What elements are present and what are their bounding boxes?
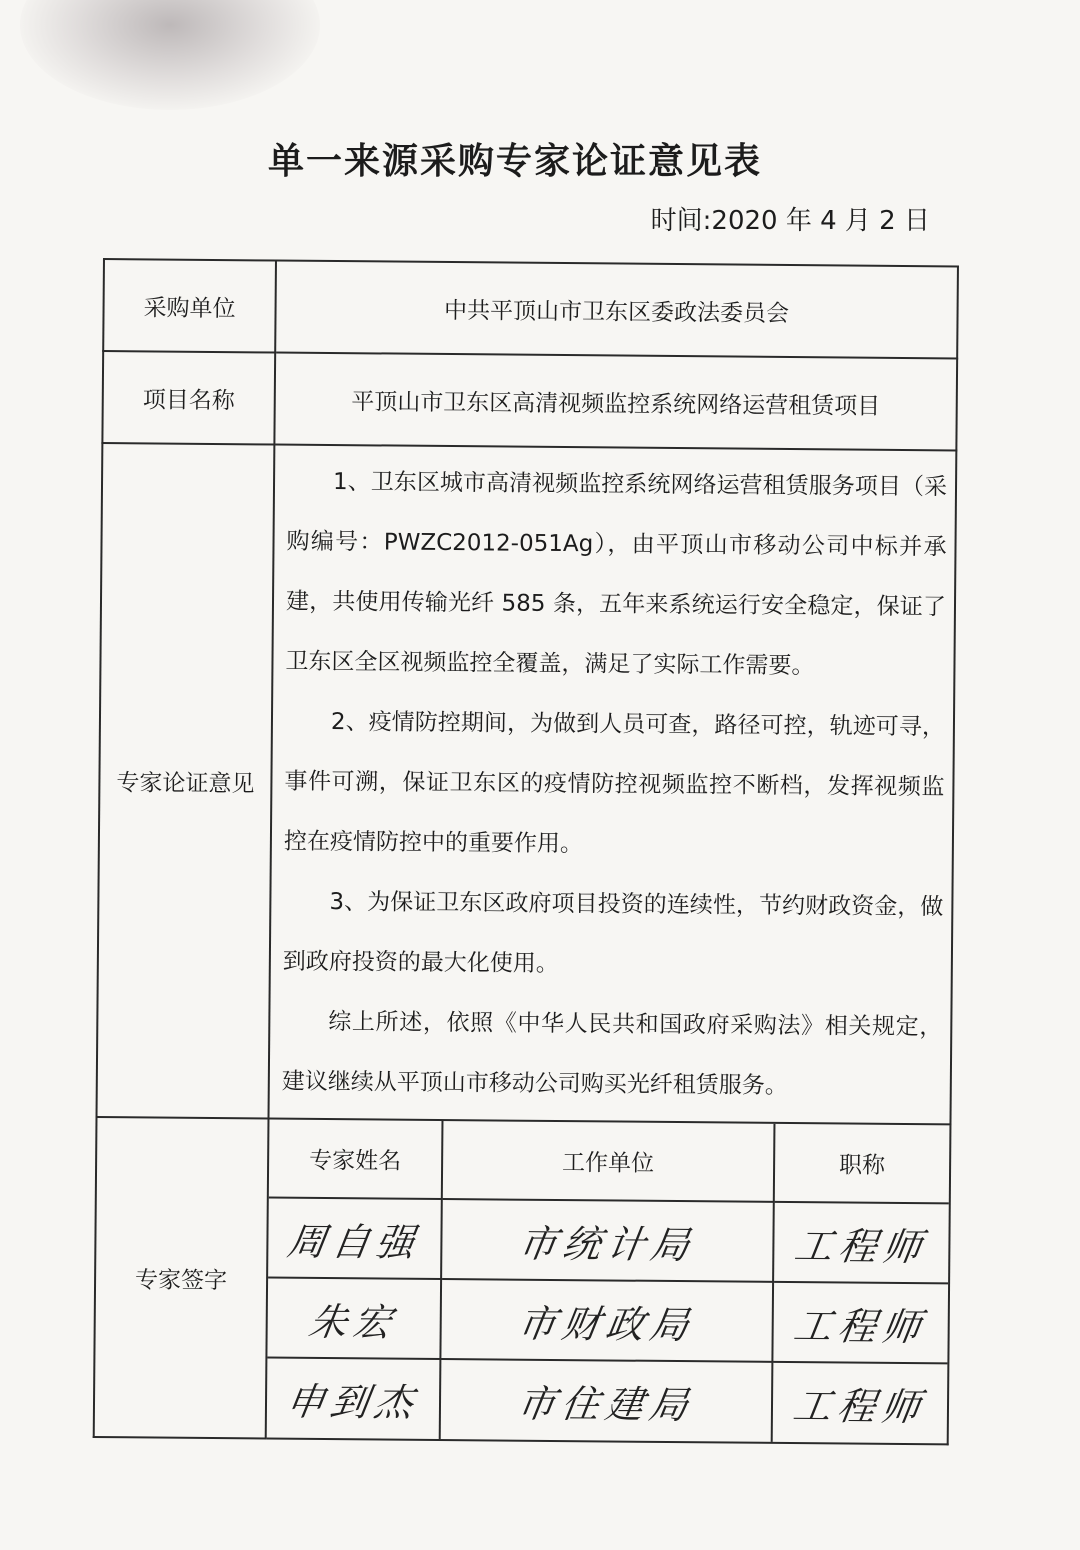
handwritten-title: 工程师 (790, 1303, 930, 1349)
document-title: 单一来源采购专家论证意见表 (267, 141, 762, 182)
opinion-paragraph: 综上所述，依照《中华人民共和国政府采购法》相关规定，建议继续从平顶山市移动公司购买光纤租赁服务。 (281, 1008, 943, 1100)
expert-signature (268, 1197, 442, 1279)
handwritten-unit: 市住建局 (514, 1381, 697, 1428)
opinion-form-table (93, 258, 959, 1445)
opinion-paragraph: 3、为保证卫东区政府项目投资的连续性，节约财政资金，做到政府投资的最大化使用。 (282, 889, 944, 978)
header-expert-name: 专家姓名 (269, 1119, 443, 1199)
document-date: 时间:2020 年 4 月 2 日 (650, 206, 930, 236)
project-label: 项目名称 (102, 351, 275, 444)
project-value: 平顶山市卫东区高清视频监控系统网络运营租赁项目 (274, 353, 957, 451)
purchaser-value: 中共平顶山市卫东区委政法委员会 (275, 261, 958, 359)
expert-table-header (269, 1119, 950, 1203)
purchaser-label: 采购单位 (103, 259, 276, 352)
expert-row (267, 1357, 948, 1443)
handwritten-unit: 市财政局 (514, 1301, 698, 1347)
photo-shadow (20, 0, 320, 110)
header-work-unit: 工作单位 (442, 1121, 775, 1202)
handwritten-title: 工程师 (790, 1384, 929, 1430)
opinion-content (268, 445, 956, 1125)
opinion-label: 专家论证意见 (97, 443, 275, 1118)
signature-cell (266, 1118, 951, 1444)
handwritten-title: 工程师 (791, 1223, 931, 1269)
expert-signature (267, 1357, 441, 1439)
opinion-paragraph: 1、卫东区城市高清视频监控系统网络运营租赁服务项目（采购编号：PWZC2012-051Ag），由平顶山市移动公司中标并承建，共使用传输光纤 585 条，五年来系统运行安全稳定，保证了卫东区全区视频监控全覆盖，满足了实际工作需要。 (285, 469, 948, 680)
project-row (102, 351, 957, 450)
opinion-paragraph: 2、疫情防控期间，为做到人员可查，路径可控，轨迹可寻，事件可溯，保证卫东区的疫情防控视频监控不断档，发挥视频监控在疫情防控中的重要作用。 (283, 709, 946, 858)
expert-title (772, 1282, 948, 1364)
expert-title (773, 1202, 949, 1284)
handwritten-name: 申到杰 (283, 1379, 422, 1425)
expert-title (772, 1362, 948, 1444)
expert-row (267, 1277, 948, 1363)
signature-label: 专家签字 (94, 1117, 269, 1438)
expert-signature (267, 1277, 441, 1359)
handwritten-name: 周自强 (284, 1219, 424, 1265)
expert-row (268, 1197, 949, 1283)
handwritten-name: 朱宏 (305, 1299, 401, 1345)
purchaser-row (103, 259, 958, 358)
header-title: 职称 (774, 1124, 950, 1204)
expert-unit (440, 1279, 773, 1362)
handwritten-unit: 市统计局 (515, 1221, 699, 1267)
expert-unit (441, 1199, 774, 1282)
expert-table (267, 1119, 950, 1443)
expert-unit (440, 1359, 773, 1442)
opinion-row (97, 443, 957, 1124)
signature-row (94, 1117, 951, 1444)
